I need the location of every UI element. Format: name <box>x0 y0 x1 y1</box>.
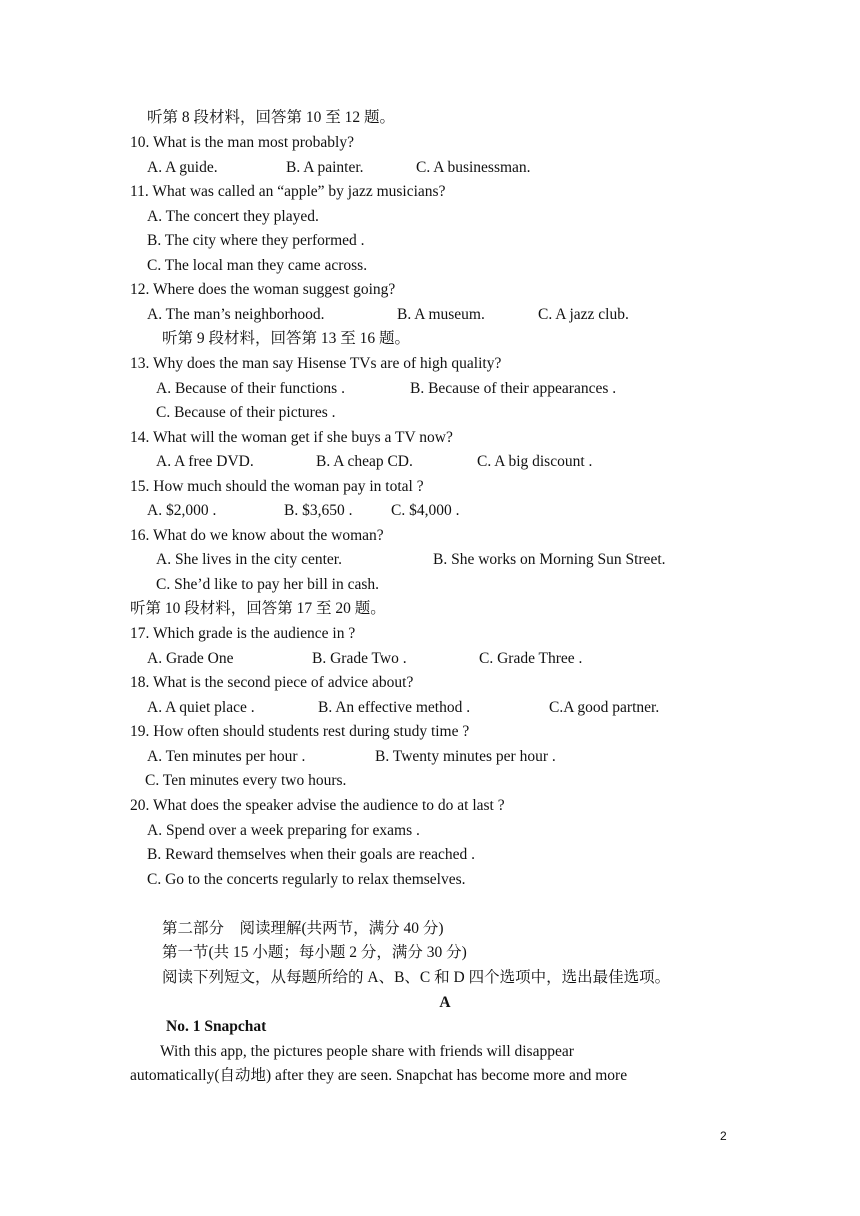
question-text: 12. Where does the woman suggest going? <box>130 281 396 298</box>
option-text: B. Grade Two . <box>312 650 407 667</box>
passage-subheading: No. 1 Snapchat <box>166 1018 267 1035</box>
part-heading: 第二部分 阅读理解(共两节，满分 40 分) <box>162 920 444 937</box>
option-text: B. She works on Morning Sun Street. <box>433 551 666 568</box>
option-text: C.A good partner. <box>549 699 660 716</box>
option-text: B. Twenty minutes per hour . <box>375 748 556 765</box>
question-text: 15. How much should the woman pay in total ? <box>130 478 424 495</box>
section-instruction: 听第 8 段材料，回答第 10 至 12 题。 <box>147 109 396 126</box>
option-text: C. The local man they came across. <box>147 257 368 274</box>
option-text: C. Grade Three . <box>479 650 583 667</box>
option-text: A. A quiet place . <box>147 699 255 716</box>
page-number: 2 <box>720 1129 727 1143</box>
question-text: 20. What does the speaker advise the audience to do at last ? <box>130 797 505 814</box>
option-text: C. A jazz club. <box>538 306 629 323</box>
option-text: C. Ten minutes every two hours. <box>145 772 347 789</box>
option-text: A. A free DVD. <box>156 453 254 470</box>
option-text: A. The concert they played. <box>147 208 319 225</box>
question-text: 17. Which grade is the audience in ? <box>130 625 356 642</box>
option-text: B. A cheap CD. <box>316 453 413 470</box>
option-text: B. A museum. <box>397 306 485 323</box>
question-text: 10. What is the man most probably? <box>130 134 354 151</box>
option-text: B. The city where they performed . <box>147 232 365 249</box>
option-text: C. Go to the concerts regularly to relax themselves. <box>147 871 466 888</box>
option-text: B. A painter. <box>286 159 364 176</box>
question-text: 11. What was called an “apple” by jazz musicians? <box>130 183 446 200</box>
option-text: C. A businessman. <box>416 159 531 176</box>
option-text: B. Reward themselves when their goals are reached . <box>147 846 475 863</box>
question-text: 16. What do we know about the woman? <box>130 527 384 544</box>
option-text: A. The man’s neighborhood. <box>147 306 325 323</box>
option-text: B. Because of their appearances . <box>410 380 617 397</box>
question-text: 18. What is the second piece of advice about? <box>130 674 414 691</box>
question-text: 14. What will the woman get if she buys a TV now? <box>130 429 453 446</box>
section-instruction: 听第 10 段材料，回答第 17 至 20 题。 <box>130 600 386 617</box>
passage-paragraph-line: With this app, the pictures people share with friends will disappear <box>160 1043 574 1060</box>
option-text: A. Spend over a week preparing for exams . <box>147 822 420 839</box>
passage-paragraph-line: automatically(自动地) after they are seen. Snapchat has become more and more <box>130 1067 628 1084</box>
reading-instruction: 阅读下列短文，从每题所给的 A、B、C 和 D 四个选项中，选出最佳选项。 <box>162 969 671 986</box>
question-text: 13. Why does the man say Hisense TVs are of high quality? <box>130 355 502 372</box>
option-text: A. She lives in the city center. <box>156 551 342 568</box>
option-text: C. She’d like to pay her bill in cash. <box>156 576 379 593</box>
passage-letter: A <box>439 994 451 1011</box>
option-text: B. $3,650 . <box>284 502 353 519</box>
option-text: C. $4,000 . <box>391 502 460 519</box>
question-text: 19. How often should students rest during study time ? <box>130 723 470 740</box>
option-text: A. $2,000 . <box>147 502 217 519</box>
option-text: A. Because of their functions . <box>156 380 345 397</box>
option-text: A. Ten minutes per hour . <box>147 748 306 765</box>
subsection-heading: 第一节(共 15 小题；每小题 2 分，满分 30 分) <box>162 944 467 961</box>
option-text: C. A big discount . <box>477 453 593 470</box>
option-text: B. An effective method . <box>318 699 471 716</box>
option-text: A. A guide. <box>147 159 218 176</box>
section-instruction: 听第 9 段材料，回答第 13 至 16 题。 <box>162 330 411 347</box>
option-text: C. Because of their pictures . <box>156 404 336 421</box>
option-text: A. Grade One <box>147 650 234 667</box>
